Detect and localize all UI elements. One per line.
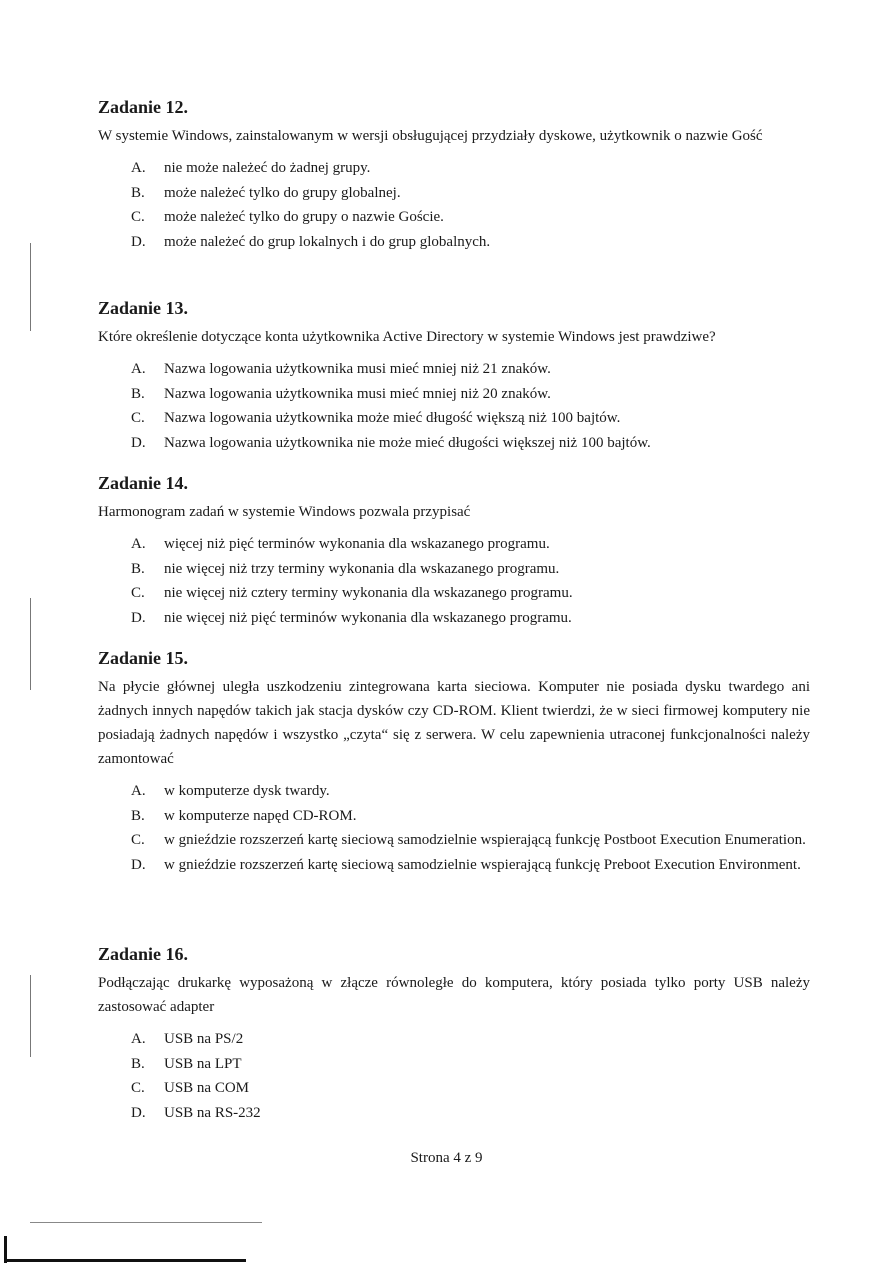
answer-option <box>98 804 810 829</box>
task-question: Które określenie dotyczące konta użytkownika Active Directory w systemie Windows jest prawdziwe? <box>98 329 716 345</box>
answer-text: nie więcej niż cztery terminy wykonania dla wskazanego programu. <box>164 585 573 601</box>
task-question: Podłączając drukarkę wyposażoną w złącze równoległe do komputera, który posiada tylko porty USB należy zastosować adapter <box>98 975 810 1015</box>
answer-option <box>98 1076 810 1101</box>
scan-edge-mark <box>30 1222 262 1223</box>
answer-option <box>98 181 810 206</box>
answer-text: Nazwa logowania użytkownika musi mieć mniej niż 20 znaków. <box>164 385 551 402</box>
answer-letter: B. <box>131 1055 145 1072</box>
scan-corner-mark <box>4 1259 246 1262</box>
task-13 <box>98 297 810 455</box>
task-question: Na płycie głównej uległa uszkodzeniu zintegrowana karta sieciowa. Komputer nie posiada dysku twardego ani żadnych innych napędów takich jak stacja dysków czy CD-ROM. Klient twierdzi, że w sieci firmowej komputery nie posiadają żadnych napędów i wszystko „czyta“ się z serwera. W celu zapewnienia utraconej funkcjonalności należy zamontować <box>98 679 810 767</box>
answer-option <box>98 581 810 606</box>
scan-edge-mark <box>30 243 31 331</box>
answer-text: w gnieździe rozszerzeń kartę sieciową samodzielnie wspierającą funkcję Postboot Execution Enumeration. <box>164 832 806 848</box>
answer-letter: D. <box>131 233 146 250</box>
answer-letter: D. <box>131 1104 146 1121</box>
task-title: Zadanie 14. <box>98 473 189 493</box>
answer-option <box>98 779 810 804</box>
answer-text: nie więcej niż pięć terminów wykonania dla wskazanego programu. <box>164 609 572 626</box>
answer-list <box>98 357 810 455</box>
answer-list <box>98 156 810 254</box>
answer-letter: B. <box>131 560 145 577</box>
task-16 <box>98 943 810 1125</box>
answer-option <box>98 606 810 631</box>
answer-list <box>98 779 810 877</box>
answer-letter: A. <box>131 361 146 377</box>
answer-text: może należeć tylko do grupy globalnej. <box>164 184 401 201</box>
answer-text: nie więcej niż trzy terminy wykonania dla wskazanego programu. <box>164 560 560 577</box>
answer-letter: C. <box>131 410 145 426</box>
scan-edge-mark <box>30 975 31 1057</box>
task-question: W systemie Windows, zainstalowanym w wersji obsługującej przydziały dyskowe, użytkownik o nazwie Gość <box>98 128 763 144</box>
answer-option <box>98 156 810 181</box>
answer-list <box>98 532 810 630</box>
answer-option <box>98 357 810 382</box>
task-question: Harmonogram zadań w systemie Windows pozwala przypisać <box>98 504 471 520</box>
answer-option <box>98 532 810 557</box>
answer-option <box>98 828 810 853</box>
answer-option <box>98 1027 810 1052</box>
answer-option <box>98 1101 810 1126</box>
task-title: Zadanie 13. <box>98 298 189 318</box>
answer-letter: D. <box>131 434 146 451</box>
answer-option <box>98 230 810 255</box>
answer-letter: C. <box>131 209 145 225</box>
answer-text: może należeć tylko do grupy o nazwie Goście. <box>164 209 444 225</box>
answer-option <box>98 557 810 582</box>
answer-letter: C. <box>131 832 145 848</box>
answer-list <box>98 1027 810 1125</box>
answer-letter: A. <box>131 160 146 176</box>
task-title: Zadanie 15. <box>98 648 189 668</box>
answer-text: USB na RS-232 <box>164 1104 261 1121</box>
answer-letter: B. <box>131 385 145 402</box>
answer-letter: C. <box>131 1080 145 1096</box>
answer-text: Nazwa logowania użytkownika musi mieć mniej niż 21 znaków. <box>164 361 551 377</box>
answer-option <box>98 1052 810 1077</box>
answer-text: Nazwa logowania użytkownika nie może mieć długości większej niż 100 bajtów. <box>164 434 651 451</box>
answer-text: USB na COM <box>164 1080 250 1096</box>
task-14 <box>98 472 810 630</box>
answer-letter: B. <box>131 807 145 824</box>
answer-option <box>98 431 810 456</box>
answer-letter: A. <box>131 783 146 799</box>
answer-letter: B. <box>131 184 145 201</box>
answer-letter: C. <box>131 585 145 601</box>
task-title: Zadanie 16. <box>98 944 189 964</box>
answer-option <box>98 205 810 230</box>
answer-option <box>98 382 810 407</box>
scan-edge-mark <box>30 598 31 690</box>
answer-letter: D. <box>131 609 146 626</box>
answer-letter: A. <box>131 536 146 552</box>
answer-option <box>98 853 810 878</box>
page-number: Strona 4 z 9 <box>410 1150 483 1166</box>
answer-text: Nazwa logowania użytkownika może mieć długość większą niż 100 bajtów. <box>164 410 621 426</box>
answer-text: w gnieździe rozszerzeń kartę sieciową samodzielnie wspierającą funkcję Preboot Execution Environment. <box>164 856 801 873</box>
answer-option <box>98 406 810 431</box>
task-15 <box>98 647 810 877</box>
answer-text: USB na LPT <box>164 1055 242 1072</box>
answer-letter: A. <box>131 1031 146 1047</box>
answer-letter: D. <box>131 856 146 873</box>
answer-text: w komputerze dysk twardy. <box>164 783 330 799</box>
task-title: Zadanie 12. <box>98 97 189 117</box>
answer-text: więcej niż pięć terminów wykonania dla wskazanego programu. <box>164 536 550 552</box>
answer-text: może należeć do grup lokalnych i do grup globalnych. <box>164 233 491 250</box>
answer-text: w komputerze napęd CD-ROM. <box>164 807 357 824</box>
answer-text: USB na PS/2 <box>164 1031 244 1047</box>
answer-text: nie może należeć do żadnej grupy. <box>164 160 371 176</box>
task-12 <box>98 96 810 254</box>
